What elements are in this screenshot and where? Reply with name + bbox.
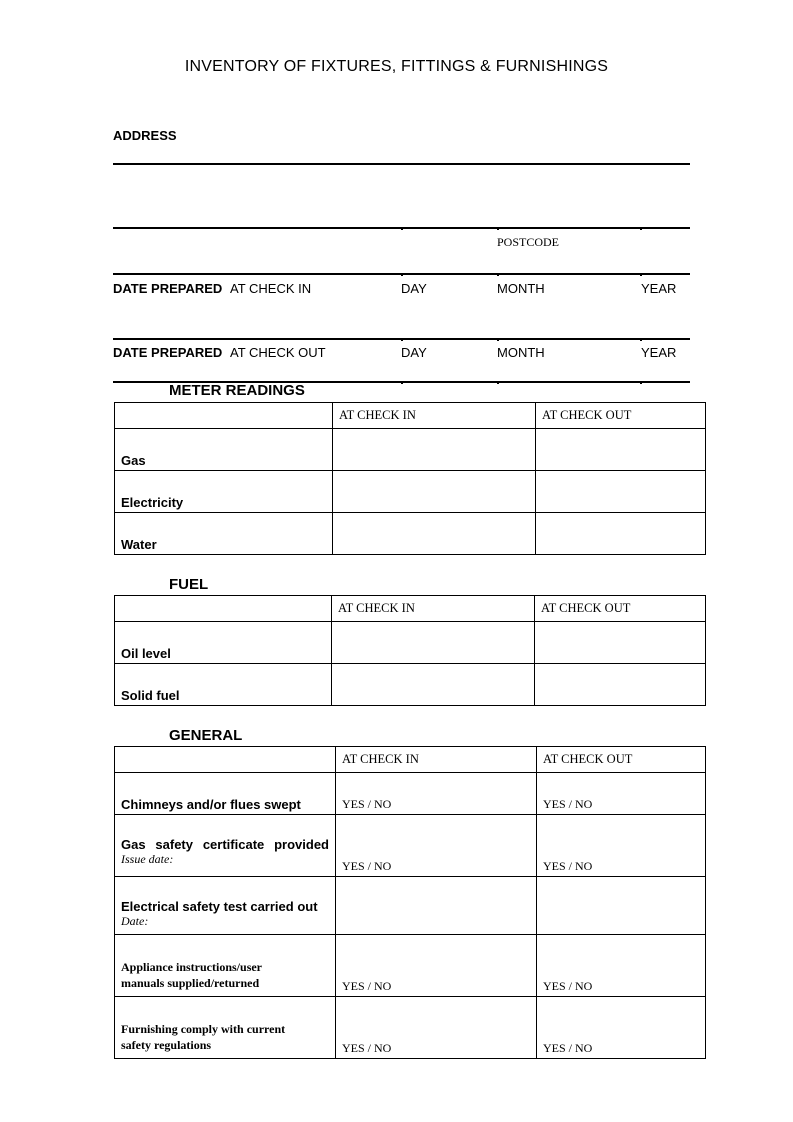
furnishing-label-line-2: safety regulations xyxy=(121,1038,212,1052)
header-empty-cell xyxy=(115,403,333,429)
table-row xyxy=(115,773,706,815)
col-at-check-out: AT CHECK OUT xyxy=(537,747,706,773)
table-row xyxy=(115,429,706,471)
gas-check-in-cell[interactable] xyxy=(333,429,536,471)
electricity-check-in-cell[interactable] xyxy=(333,471,536,513)
oil-check-out-cell[interactable] xyxy=(535,622,706,664)
oil-check-in-cell[interactable] xyxy=(332,622,535,664)
meter-readings-heading: METER READINGS xyxy=(169,382,305,399)
appliance-label-line-2: manuals supplied/returned xyxy=(121,976,260,990)
row-label-solid-fuel: Solid fuel xyxy=(115,664,332,706)
chimneys-check-in-yes-no[interactable]: YES / NO xyxy=(336,773,537,815)
tick xyxy=(497,227,499,230)
furnishing-check-in-yes-no[interactable]: YES / NO xyxy=(336,997,537,1059)
water-check-in-cell[interactable] xyxy=(333,513,536,555)
appliance-check-out-yes-no[interactable]: YES / NO xyxy=(537,935,706,997)
chimneys-check-out-yes-no[interactable]: YES / NO xyxy=(537,773,706,815)
table-row xyxy=(115,664,706,706)
water-check-out-cell[interactable] xyxy=(536,513,706,555)
table-header-row xyxy=(115,596,706,622)
tick xyxy=(640,381,642,384)
row-label-gas-safety xyxy=(115,815,336,877)
tick xyxy=(640,227,642,230)
date-prepared-label: DATE PREPARED xyxy=(113,345,223,360)
solid-fuel-check-out-cell[interactable] xyxy=(535,664,706,706)
table-row xyxy=(115,935,706,997)
tick xyxy=(497,381,499,384)
table-row xyxy=(115,513,706,555)
address-label: ADDRESS xyxy=(113,128,177,143)
col-at-check-in: AT CHECK IN xyxy=(333,403,536,429)
row-label-water: Water xyxy=(115,513,333,555)
address-line-1[interactable] xyxy=(113,163,690,165)
year-label: YEAR xyxy=(641,281,677,296)
month-label: MONTH xyxy=(497,281,545,296)
date-label: Date: xyxy=(121,914,149,928)
table-row xyxy=(115,877,706,935)
table-row xyxy=(115,997,706,1059)
col-at-check-out: AT CHECK OUT xyxy=(535,596,706,622)
date-prepared-label: DATE PREPARED xyxy=(113,281,223,296)
col-at-check-in: AT CHECK IN xyxy=(336,747,537,773)
furnishing-check-out-yes-no[interactable]: YES / NO xyxy=(537,997,706,1059)
col-at-check-out: AT CHECK OUT xyxy=(536,403,706,429)
row-label-oil-level: Oil level xyxy=(115,622,332,664)
electricity-check-out-cell[interactable] xyxy=(536,471,706,513)
tick xyxy=(401,381,403,384)
tick xyxy=(640,273,642,276)
row-label-appliance-instructions xyxy=(115,935,336,997)
appliance-check-in-yes-no[interactable]: YES / NO xyxy=(336,935,537,997)
at-check-out-label: AT CHECK OUT xyxy=(230,345,326,360)
fuel-heading: FUEL xyxy=(169,576,209,593)
header-empty-cell xyxy=(115,596,332,622)
row-label-chimneys: Chimneys and/or flues swept xyxy=(115,773,336,815)
meter-readings-table xyxy=(114,402,706,555)
general-heading: GENERAL xyxy=(169,727,243,744)
gas-safety-check-out-yes-no[interactable]: YES / NO xyxy=(537,815,706,877)
day-label: DAY xyxy=(401,345,427,360)
tick xyxy=(401,227,403,230)
appliance-label-line-1: Appliance instructions/user xyxy=(121,960,263,974)
table-header-row xyxy=(115,747,706,773)
row-label-electricity: Electricity xyxy=(115,471,333,513)
gas-safety-label: Gas safety certificate provided xyxy=(121,837,329,852)
header-empty-cell xyxy=(115,747,336,773)
solid-fuel-check-in-cell[interactable] xyxy=(332,664,535,706)
table-header-row xyxy=(115,403,706,429)
gas-check-out-cell[interactable] xyxy=(536,429,706,471)
year-label: YEAR xyxy=(641,345,677,360)
row-label-gas: Gas xyxy=(115,429,333,471)
tick xyxy=(497,338,499,341)
tick xyxy=(640,338,642,341)
row-label-furnishing xyxy=(115,997,336,1059)
fuel-table xyxy=(114,595,706,706)
at-check-in-label: AT CHECK IN xyxy=(230,281,312,296)
tick xyxy=(401,273,403,276)
furnishing-label-line-1: Furnishing comply with current xyxy=(121,1022,286,1036)
issue-date-label: Issue date: xyxy=(121,852,174,866)
electrical-check-in-cell[interactable] xyxy=(336,877,537,935)
day-label: DAY xyxy=(401,281,427,296)
table-row xyxy=(115,471,706,513)
postcode-label: POSTCODE xyxy=(497,235,560,249)
row-label-electrical-safety xyxy=(115,877,336,935)
gas-safety-check-in-yes-no[interactable]: YES / NO xyxy=(336,815,537,877)
tick xyxy=(497,273,499,276)
table-row xyxy=(115,622,706,664)
table-row xyxy=(115,815,706,877)
page-title: INVENTORY OF FIXTURES, FITTINGS & FURNISHINGS xyxy=(184,58,609,75)
electrical-safety-label: Electrical safety test carried out xyxy=(121,899,318,914)
electrical-check-out-cell[interactable] xyxy=(537,877,706,935)
month-label: MONTH xyxy=(497,345,545,360)
tick xyxy=(401,338,403,341)
general-table xyxy=(114,746,706,1059)
col-at-check-in: AT CHECK IN xyxy=(332,596,535,622)
